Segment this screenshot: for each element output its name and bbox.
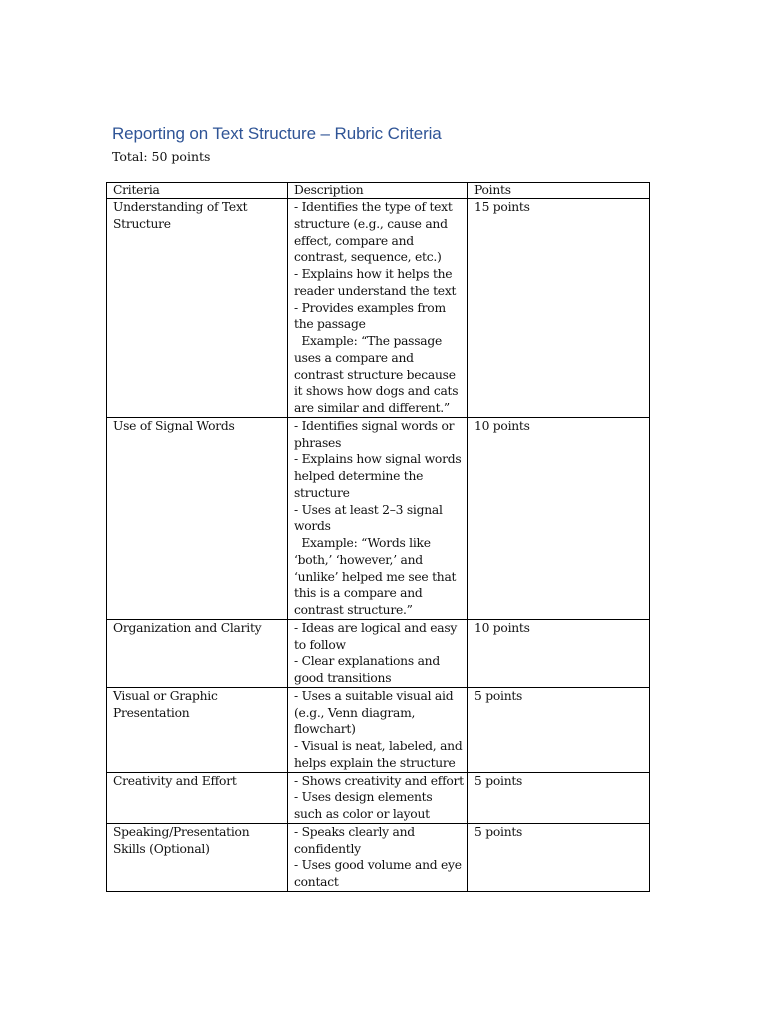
points-cell: 5 points: [468, 823, 650, 891]
points-cell: 5 points: [468, 687, 650, 772]
rubric-table: [106, 182, 650, 892]
description-cell: [288, 619, 468, 687]
example-line: Example: “Words like ‘both,’ ‘however,’ and ‘unlike’ helped me see that this is a compare and contrast structure.”: [294, 536, 460, 617]
description-cell: [288, 772, 468, 823]
description-cell: [288, 199, 468, 418]
table-header-row: [107, 183, 650, 199]
points-cell: 15 points: [468, 199, 650, 418]
criteria-cell: Speaking/Presentation Skills (Optional): [107, 823, 288, 891]
header-criteria: Criteria: [107, 183, 288, 199]
description-line: - Ideas are logical and easy to follow: [294, 620, 461, 652]
description-line: - Shows creativity and effort: [294, 773, 464, 788]
criteria-cell: Use of Signal Words: [107, 417, 288, 619]
description-line: - Uses a suitable visual aid (e.g., Venn diagram, flowchart): [294, 688, 457, 737]
description-line: - Uses good volume and eye contact: [294, 858, 466, 889]
description-line: - Speaks clearly and confidently: [294, 824, 419, 856]
description-line: - Provides examples from the passage: [294, 300, 450, 332]
criteria-cell: Understanding of Text Structure: [107, 199, 288, 418]
description-line: - Clear explanations and good transitions: [294, 654, 444, 685]
points-cell: 10 points: [468, 619, 650, 687]
description-line: - Uses at least 2–3 signal words: [294, 502, 447, 534]
description-cell: [288, 687, 468, 772]
example-line: Example: “The passage uses a compare and contrast structure because it shows how dogs and cats are similar and different.”: [294, 334, 462, 415]
points-cell: 5 points: [468, 772, 650, 823]
total-points: Total: 50 points: [112, 149, 211, 164]
description-line: - Identifies signal words or phrases: [294, 418, 458, 450]
criteria-cell: Visual or Graphic Presentation: [107, 687, 288, 772]
description-line: - Visual is neat, labeled, and helps explain the structure: [294, 739, 467, 770]
header-description: Description: [288, 183, 468, 199]
description-line: - Uses design elements such as color or layout: [294, 790, 437, 821]
table-row: [107, 823, 650, 891]
table-row: [107, 417, 650, 619]
description-line: - Identifies the type of text structure (e.g., cause and effect, compare and contrast, sequence, etc.): [294, 200, 457, 265]
description-cell: [288, 823, 468, 891]
header-points: Points: [468, 183, 650, 199]
table-row: [107, 199, 650, 418]
criteria-cell: Organization and Clarity: [107, 619, 288, 687]
description-cell: [288, 417, 468, 619]
points-cell: 10 points: [468, 417, 650, 619]
document-title: Reporting on Text Structure – Rubric Criteria: [112, 124, 442, 143]
table-row: [107, 687, 650, 772]
criteria-cell: Creativity and Effort: [107, 772, 288, 823]
description-line: - Explains how it helps the reader understand the text: [294, 267, 457, 298]
table-row: [107, 772, 650, 823]
description-line: - Explains how signal words helped determine the structure: [294, 452, 466, 500]
table-row: [107, 619, 650, 687]
